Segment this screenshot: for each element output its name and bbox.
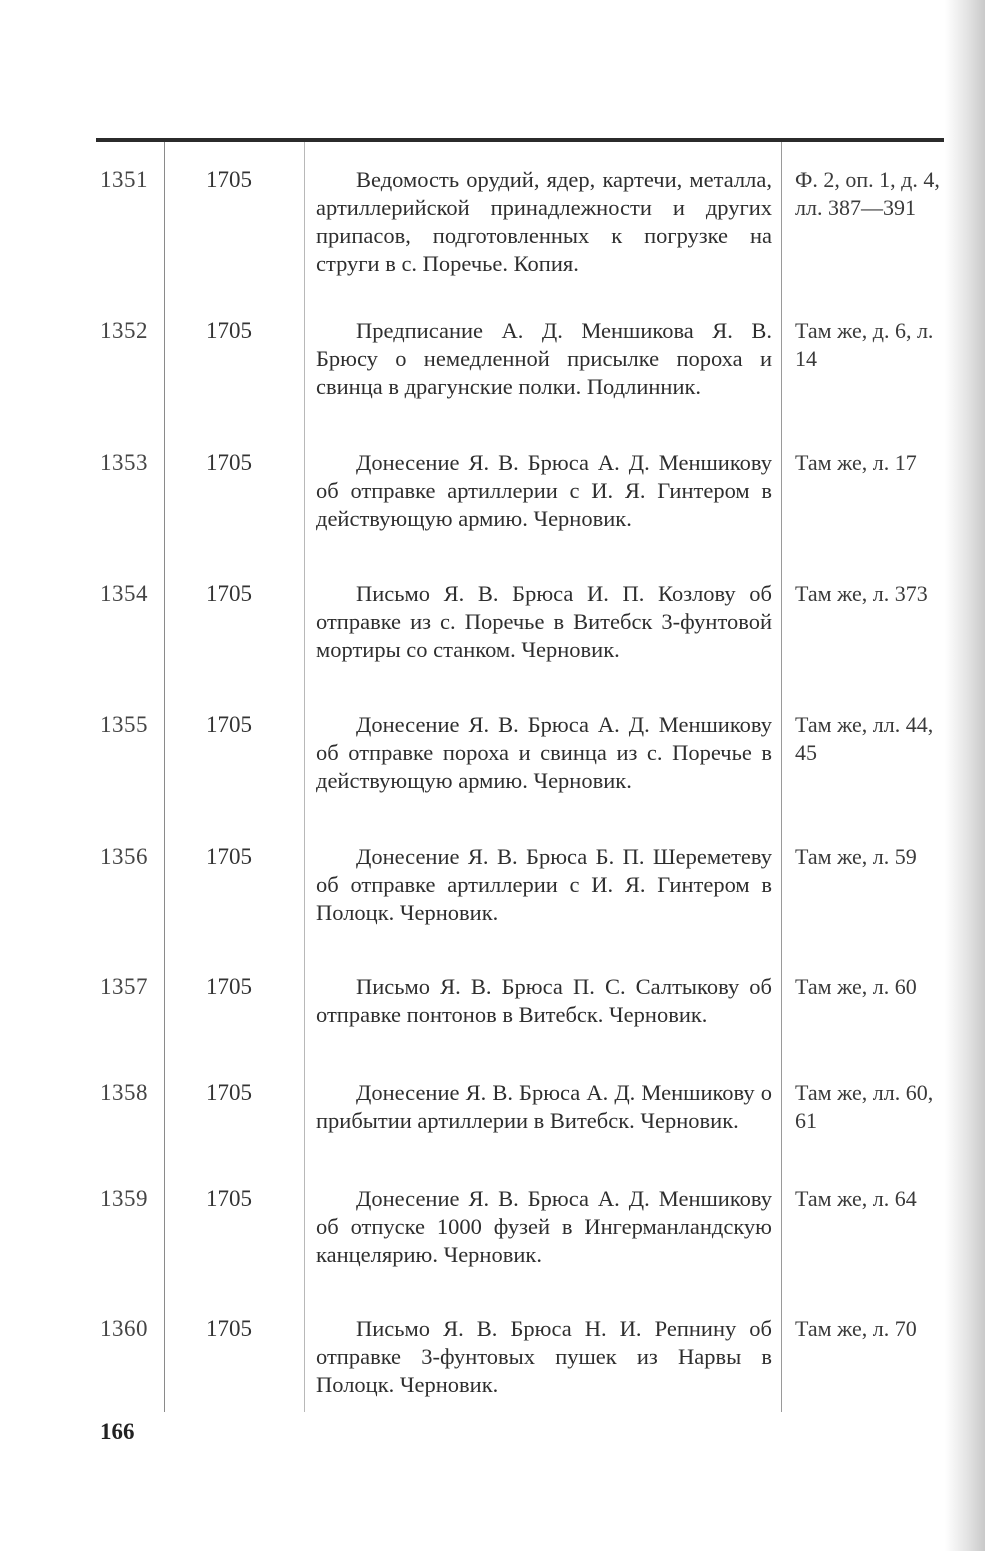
entry-reference: Там же, л. 59 bbox=[795, 844, 917, 869]
entry-number: 1358 bbox=[100, 1080, 148, 1105]
entry-description: Ведомость орудий, ядер, картечи, металла, артиллерийской принадлежности и других припасов, подготовленных к погрузке на струги в с. Поречье. Копия. bbox=[316, 167, 772, 276]
entry-description: Донесение Я. В. Брюса А. Д. Меншикову о прибытии артиллерии в Витебск. Черновик. bbox=[316, 1080, 772, 1133]
table-top-rule bbox=[96, 138, 944, 142]
column-divider-description bbox=[781, 142, 782, 1412]
entry-year: 1705 bbox=[206, 1080, 252, 1105]
entry-year: 1705 bbox=[206, 1186, 252, 1211]
entry-reference: Там же, л. 70 bbox=[795, 1316, 917, 1341]
entry-number: 1359 bbox=[100, 1186, 148, 1211]
entry-description: Письмо Я. В. Брюса И. П. Козлову об отправке из с. Поречье в Витебск 3-фунтовой мортиры со станком. Черновик. bbox=[316, 581, 772, 662]
entry-year: 1705 bbox=[206, 450, 252, 475]
scan-edge-shadow bbox=[945, 0, 985, 1551]
entry-year: 1705 bbox=[206, 581, 252, 606]
entry-number: 1357 bbox=[100, 974, 148, 999]
entry-reference: Там же, л. 64 bbox=[795, 1186, 917, 1211]
entry-description: Предписание А. Д. Меншикова Я. В. Брюсу о немедленной присылке пороха и свинца в драгунские полки. Подлинник. bbox=[316, 318, 772, 399]
entry-year: 1705 bbox=[206, 1316, 252, 1341]
entry-number: 1356 bbox=[100, 844, 148, 869]
entry-reference: Там же, л. 373 bbox=[795, 581, 928, 606]
entry-reference: Ф. 2, оп. 1, д. 4, лл. 387—391 bbox=[795, 167, 940, 220]
entry-year: 1705 bbox=[206, 167, 252, 192]
column-divider-year bbox=[304, 142, 305, 1412]
entry-reference: Там же, лл. 60, 61 bbox=[795, 1080, 934, 1133]
entry-year: 1705 bbox=[206, 712, 252, 737]
entry-reference: Там же, л. 17 bbox=[795, 450, 917, 475]
entry-description: Донесение Я. В. Брюса А. Д. Меншикову об отправке пороха и свинца из с. Поречье в действующую армию. Черновик. bbox=[316, 712, 772, 793]
entry-reference: Там же, д. 6, л. 14 bbox=[795, 318, 934, 371]
entry-number: 1351 bbox=[100, 167, 148, 192]
entry-number: 1354 bbox=[100, 581, 148, 606]
entry-year: 1705 bbox=[206, 844, 252, 869]
entry-description: Письмо Я. В. Брюса П. С. Салтыкову об отправке понтонов в Витебск. Черновик. bbox=[316, 974, 772, 1027]
column-divider-number bbox=[164, 142, 165, 1412]
entry-description: Донесение Я. В. Брюса А. Д. Меншикову об отпуске 1000 фузей в Ингерманландскую канцелярию. Черновик. bbox=[316, 1186, 772, 1267]
page-number: 166 bbox=[100, 1419, 135, 1444]
entry-description: Донесение Я. В. Брюса Б. П. Шереметеву об отправке артиллерии с И. Я. Гинтером в Полоцк. Черновик. bbox=[316, 844, 772, 925]
entry-year: 1705 bbox=[206, 974, 252, 999]
entry-number: 1353 bbox=[100, 450, 148, 475]
entry-number: 1360 bbox=[100, 1316, 148, 1341]
entry-reference: Там же, лл. 44, 45 bbox=[795, 712, 934, 765]
entry-number: 1352 bbox=[100, 318, 148, 343]
entry-description: Донесение Я. В. Брюса А. Д. Меншикову об отправке артиллерии с И. Я. Гинтером в действующую армию. Черновик. bbox=[316, 450, 772, 531]
entry-number: 1355 bbox=[100, 712, 148, 737]
entry-description: Письмо Я. В. Брюса Н. И. Репнину об отправке 3-фунтовых пушек из Нарвы в Полоцк. Черновик. bbox=[316, 1316, 772, 1397]
entry-reference: Там же, л. 60 bbox=[795, 974, 917, 999]
entry-year: 1705 bbox=[206, 318, 252, 343]
